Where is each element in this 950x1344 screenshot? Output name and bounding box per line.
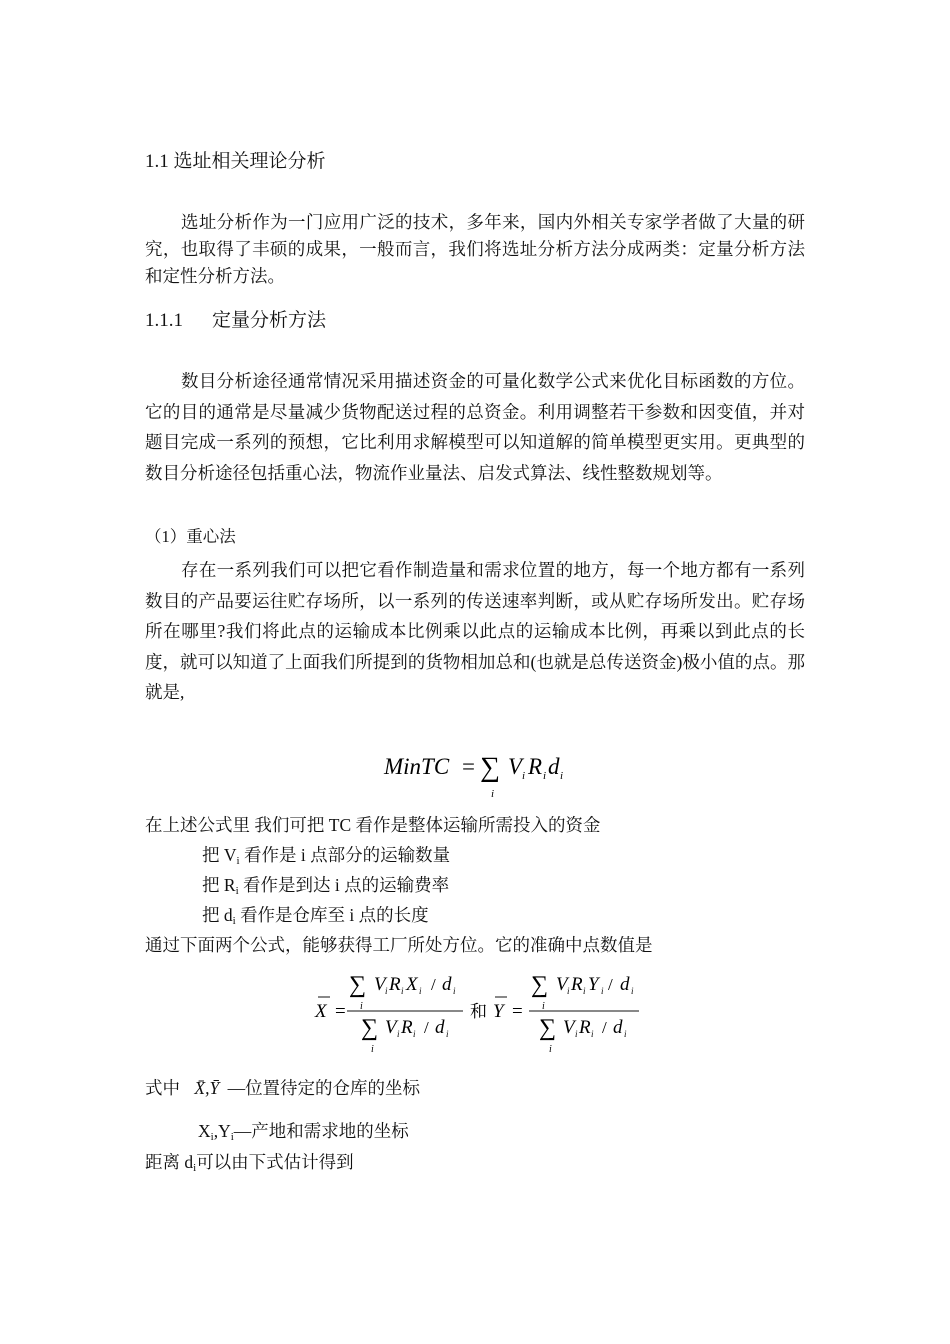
svg-text:i: i <box>360 1001 363 1012</box>
y-bar: Y <box>493 1001 504 1022</box>
svg-text:i: i <box>601 986 604 996</box>
coord-def: $X_i,Y_i—$产地和需求地的坐标 <box>198 1121 409 1143</box>
svg-text:i: i <box>631 986 634 996</box>
svg-text:i: i <box>371 1044 374 1055</box>
formula-equals: = <box>462 754 475 779</box>
formula-connector: 和 <box>470 1002 487 1021</box>
var-def-v: 把 $V_i$ 看作是 i 点部分的运输数量 <box>202 845 451 867</box>
svg-text:/: / <box>424 1018 429 1037</box>
where-vars: X̄,Ȳ <box>194 1078 220 1098</box>
distance-line: 距离 $d_i$可以由下式估计得到 <box>145 1152 354 1174</box>
svg-text:V: V <box>556 974 568 995</box>
svg-text:i: i <box>567 986 570 996</box>
formula-sigma-sub: i <box>491 788 495 800</box>
subsection-title: 定量分析方法 <box>212 310 327 331</box>
svg-text:V: V <box>563 1017 575 1038</box>
formula-sigma: ∑ <box>480 752 500 783</box>
svg-text:V: V <box>385 1017 397 1038</box>
svg-text:R: R <box>401 1017 413 1038</box>
svg-text:i: i <box>401 986 404 996</box>
svg-text:d: d <box>613 1017 623 1038</box>
svg-text:i: i <box>542 1001 545 1012</box>
formula-term-d: d <box>548 754 560 779</box>
svg-text:i: i <box>385 986 388 996</box>
var-def-r: 把 $R_i$ 看作是到达 i 点的运输费率 <box>202 875 450 897</box>
svg-text:i: i <box>413 1029 416 1039</box>
svg-text:R: R <box>571 974 583 995</box>
intro-paragraph: 选址分析作为一门应用广泛的技术，多年来，国内外相关专家学者做了大量的研究，也取得了丰硕的成果，一般而言，我们将选址分析方法分成两类：定量分析方法和定性分析方法。 <box>145 212 805 286</box>
svg-text:i: i <box>397 1029 400 1039</box>
svg-text:∑: ∑ <box>349 972 367 998</box>
svg-text:d: d <box>435 1017 445 1038</box>
centroid-paragraph: 存在一系列我们可以把它看作制造量和需求位置的地方，每一个地方都有一系列数目的产品要运往贮存场所，以一系列的传送速率判断，或从贮存场所发出。贮存场所在哪里?我们将此点的运输成本比例乘以此点的运输成本比例，再乘以到此点的长度，就可以知道了上面我们所提到的货物相加总和(也就是总传送资金)极小值的点。那就是, <box>145 560 805 702</box>
svg-text:i: i <box>453 986 456 996</box>
equals-y: = <box>512 1001 523 1022</box>
svg-text:d: d <box>442 974 452 995</box>
svg-text:d: d <box>620 974 630 995</box>
list-item-label: （1）重心法 <box>145 527 236 546</box>
svg-text:i: i <box>446 1029 449 1039</box>
formula-term-r: R <box>528 754 543 779</box>
where-text: —位置待定的仓库的坐标 <box>227 1078 421 1098</box>
where-label: 式中 <box>145 1078 180 1098</box>
svg-text:i: i <box>543 770 547 782</box>
min-tc-formula <box>380 745 640 805</box>
svg-text:i: i <box>591 1029 594 1039</box>
formula2-intro: 通过下面两个公式，能够获得工厂所处方位。它的准确中点数值是 <box>145 935 653 955</box>
svg-text:X: X <box>406 974 418 995</box>
svg-text:i: i <box>549 1044 552 1055</box>
x-bar: X <box>315 1001 327 1022</box>
svg-text:i: i <box>522 770 526 782</box>
method-paragraph: 数目分析途径通常情况采用描述资金的可量化数学公式来优化目标函数的方位。它的目的通常是尽量减少货物配送过程的总资金。利用调整若干参数和因变值，并对题目完成一系列的预想，它比利用求解模型可以知道解的简单模型更实用。更典型的数目分析途径包括重心法，物流作业量法、启发式算法、线性整数规划等。 <box>145 371 805 483</box>
svg-text:/: / <box>608 975 613 994</box>
svg-text:/: / <box>602 1018 607 1037</box>
subsection-heading <box>145 305 805 332</box>
var-def-d: 把 $d_i$ 看作是仓库至 i 点的长度 <box>202 905 429 927</box>
svg-text:V: V <box>374 974 386 995</box>
svg-text:R: R <box>389 974 401 995</box>
subsection-number: 1.1.1 <box>145 310 183 331</box>
svg-text:∑: ∑ <box>531 972 549 998</box>
svg-text:i: i <box>560 770 564 782</box>
section-heading: 1.1 选址相关理论分析 <box>145 151 326 172</box>
where-line <box>145 1075 420 1100</box>
formula-explanation: 在上述公式里 我们可把 TC 看作是整体运输所需投入的资金 <box>145 815 601 835</box>
svg-text:i: i <box>624 1029 627 1039</box>
svg-text:∑: ∑ <box>361 1015 379 1041</box>
svg-text:i: i <box>419 986 422 996</box>
svg-text:R: R <box>579 1017 591 1038</box>
formula-lhs: MinTC <box>384 754 450 779</box>
formula-term-v: V <box>508 754 523 779</box>
centroid-formulas <box>305 962 645 1062</box>
svg-text:i: i <box>575 1029 578 1039</box>
equals-x: = <box>335 1001 346 1022</box>
svg-text:/: / <box>431 975 436 994</box>
svg-text:Y: Y <box>588 974 599 995</box>
svg-text:∑: ∑ <box>539 1015 557 1041</box>
svg-text:i: i <box>583 986 586 996</box>
